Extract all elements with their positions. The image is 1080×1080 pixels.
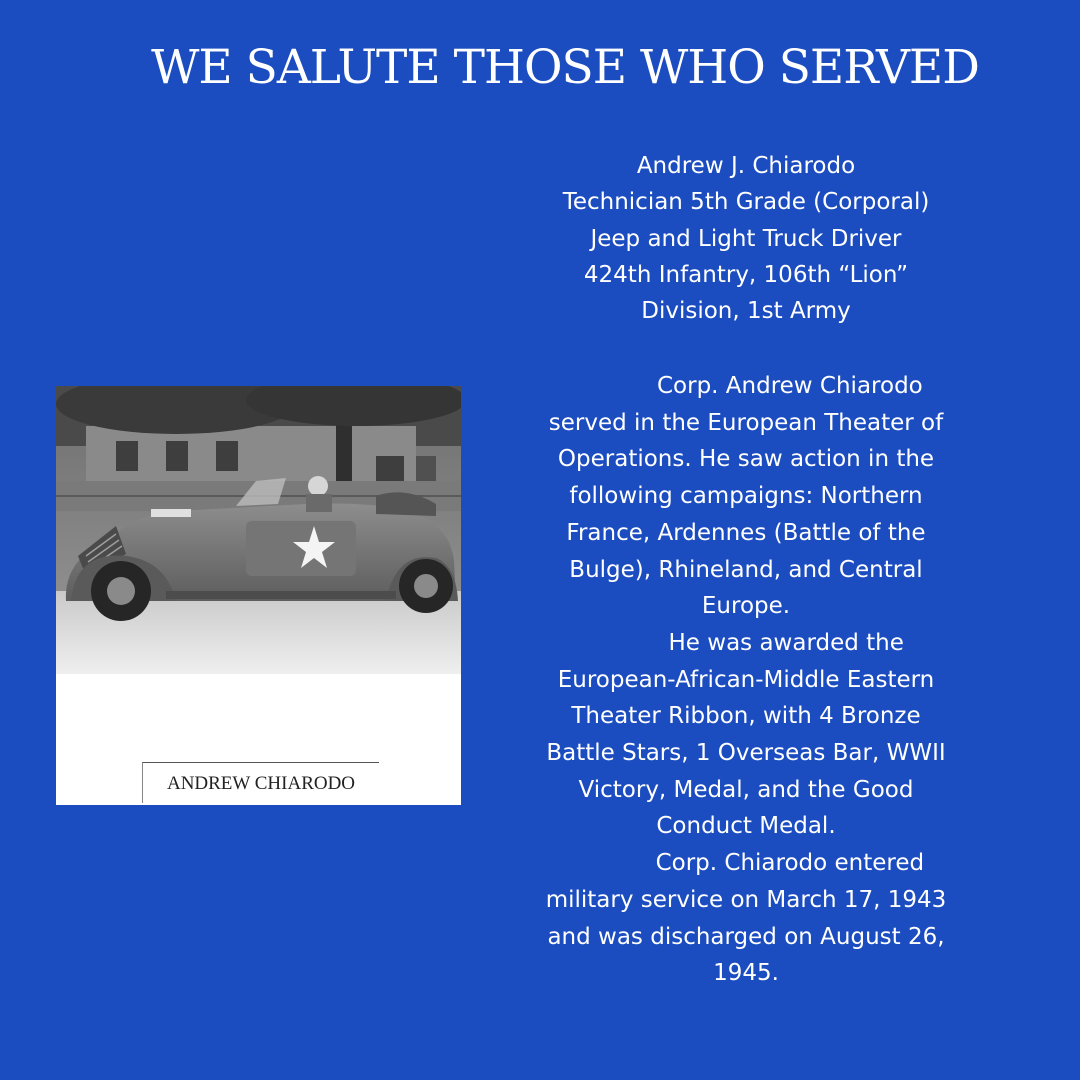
bio-line: European-African-Middle Eastern [557, 666, 935, 693]
bio-line: and was discharged on August 26, [547, 923, 945, 950]
soldier-name: Andrew J. Chiarodo [636, 153, 856, 179]
soldier-unit-line-1: 424th Infantry, 106th “Lion” [583, 261, 909, 288]
photo-caption: ANDREW CHIARODO [166, 773, 356, 794]
photo-caption-box [142, 762, 379, 803]
service-summary [520, 148, 972, 329]
biography-text [520, 368, 972, 992]
bio-line: Europe. [701, 593, 791, 620]
photo-card [56, 386, 461, 805]
vintage-car-photo [56, 386, 461, 674]
bio-line: Conduct Medal. [656, 813, 836, 840]
bio-line: military service on March 17, 1943 [545, 886, 947, 913]
soldier-unit-line-2: Division, 1st Army [641, 298, 851, 325]
page-title: WE SALUTE THOSE WHO SERVED [151, 40, 979, 95]
bio-line: 1945. [713, 960, 779, 987]
bio-line: Victory, Medal, and the Good [578, 776, 914, 803]
bio-line: following campaigns: Northern [569, 483, 923, 510]
bio-line: Theater Ribbon, with 4 Bronze [571, 703, 921, 730]
bio-line: Corp. Andrew Chiarodo [569, 373, 923, 399]
soldier-role: Jeep and Light Truck Driver [590, 225, 902, 252]
bio-line: France, Ardennes (Battle of the [566, 519, 926, 546]
bio-line: Battle Stars, 1 Overseas Bar, WWII [546, 740, 946, 767]
soldier-rank: Technician 5th Grade (Corporal) [562, 189, 930, 216]
bio-line: Operations. He saw action in the [557, 446, 935, 473]
bio-line: served in the European Theater of [548, 409, 944, 436]
bio-line: He was awarded the [588, 629, 904, 656]
bio-line: Corp. Chiarodo entered [567, 850, 925, 877]
bio-line: Bulge), Rhineland, and Central [569, 556, 923, 583]
